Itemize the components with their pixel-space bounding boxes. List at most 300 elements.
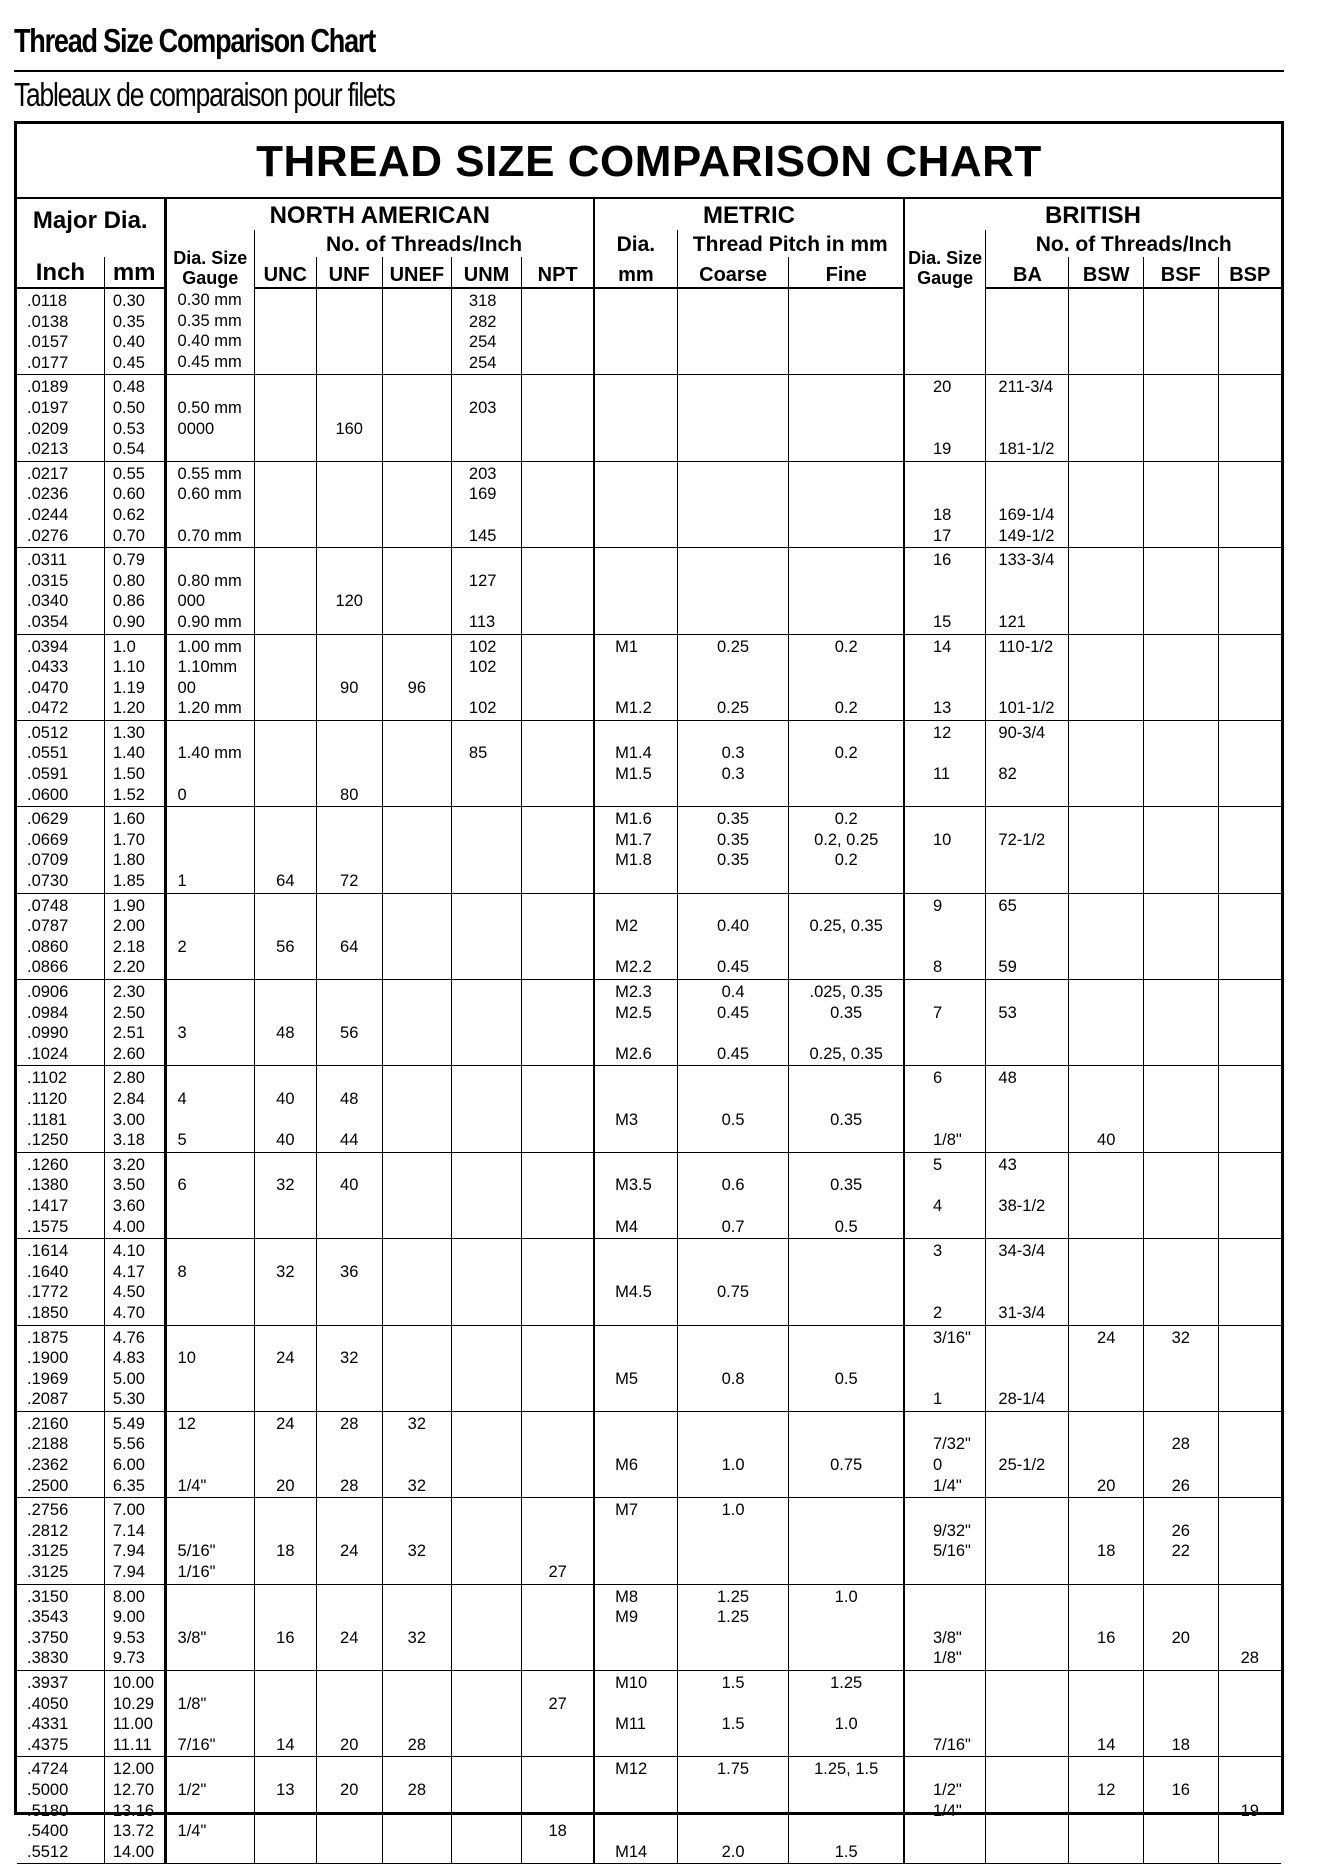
cell-value: [1219, 419, 1281, 440]
cell-value: [678, 896, 789, 917]
cell-value: [255, 484, 316, 505]
cell-value: [255, 1714, 316, 1735]
cell-value: [383, 1434, 451, 1455]
cell-value: 5/16": [932, 1542, 971, 1561]
cell-value: 28: [340, 1476, 359, 1495]
cell-value: M9: [615, 1608, 639, 1627]
cell-value: [998, 1587, 1068, 1608]
cell-value: [383, 571, 451, 592]
cell-bsp: [1218, 1671, 1281, 1757]
cell-value: [615, 377, 677, 398]
cell-value: .2362: [27, 1456, 69, 1475]
cell-value: [383, 1023, 451, 1044]
cell-value: [933, 1821, 985, 1842]
cell-value: [1219, 1303, 1281, 1324]
cell-value: [1144, 1175, 1218, 1196]
cell-value: [469, 1476, 521, 1497]
cell-unm: [451, 1671, 521, 1757]
cell-value: [615, 1476, 677, 1497]
cell-value: [1144, 419, 1218, 440]
cell-fine: [789, 375, 904, 461]
cell-value: 2.80: [112, 1069, 145, 1088]
cell-value: [1144, 1759, 1218, 1780]
cell-value: [178, 1003, 254, 1024]
cell-unef: [382, 1411, 451, 1497]
cell-na-gauge: [165, 720, 254, 806]
cell-value: 6.00: [112, 1456, 145, 1475]
cell-value: 5: [177, 1131, 187, 1150]
cell-value: [1219, 377, 1281, 398]
cell-value: 48: [276, 1024, 295, 1043]
cell-value: [1069, 1842, 1143, 1863]
cell-value: [1069, 398, 1143, 419]
cell-value: [317, 1068, 382, 1089]
cell-value: [317, 377, 382, 398]
cell-value: [178, 1389, 254, 1410]
cell-br-gauge: [904, 461, 986, 547]
cell-value: [522, 1648, 593, 1669]
cell-value: [933, 809, 985, 830]
ba-header: BA: [986, 257, 1069, 288]
cell-value: M1.4: [615, 744, 652, 763]
cell-value: .0217: [27, 464, 69, 483]
cell-value: [1219, 1476, 1281, 1497]
cell-value: [1069, 484, 1143, 505]
cell-value: [469, 419, 521, 440]
cell-coarse: [677, 807, 789, 893]
cell-value: 2.00: [112, 917, 145, 936]
cell-value: [255, 809, 316, 830]
cell-value: [522, 809, 593, 830]
cell-unf: [316, 461, 382, 547]
cell-value: [469, 1562, 521, 1583]
cell-bsf: [1144, 1325, 1219, 1411]
cell-value: [1069, 830, 1143, 851]
cell-value: [255, 1842, 316, 1863]
cell-value: [317, 1607, 382, 1628]
cell-npt: [522, 375, 594, 461]
cell-unf: [316, 1066, 382, 1152]
cell-value: 7/16": [932, 1735, 971, 1754]
cell-value: [998, 1521, 1068, 1542]
cell-value: [1069, 1155, 1143, 1176]
cell-bsf: [1144, 375, 1219, 461]
cell-value: .0340: [27, 592, 69, 611]
cell-value: .0990: [27, 1024, 69, 1043]
cell-value: [678, 785, 789, 806]
cell-npt: [522, 1152, 594, 1238]
cell-ba: [986, 980, 1069, 1066]
cell-value: 14: [1097, 1735, 1116, 1754]
cell-value: [522, 1587, 593, 1608]
cell-value: .0472: [27, 699, 69, 718]
cell-value: .0354: [27, 612, 69, 631]
cell-ba: [986, 893, 1069, 979]
cell-na-gauge: [165, 634, 254, 720]
cell-ba: [986, 288, 1069, 375]
chart-frame: [14, 121, 1284, 1861]
cell-value: [522, 1130, 593, 1151]
cell-value: 1.70: [112, 830, 145, 849]
cell-value: [383, 505, 451, 526]
cell-value: [1144, 591, 1218, 612]
cell-na-gauge: [165, 1498, 254, 1584]
cell-value: [1219, 1434, 1281, 1455]
cell-value: 0.35: [830, 1003, 863, 1022]
cell-unc: [254, 461, 316, 547]
cell-value: .0311: [27, 551, 68, 570]
cell-value: [1069, 764, 1143, 785]
cell-value: [522, 896, 593, 917]
cell-value: [933, 1262, 985, 1283]
cell-value: 2.0: [721, 1842, 745, 1861]
cell-value: [317, 743, 382, 764]
cell-value: [522, 657, 593, 678]
cell-value: [522, 353, 593, 374]
cell-value: 4.10: [112, 1242, 145, 1261]
cell-value: [317, 830, 382, 851]
cell-value: [383, 698, 451, 719]
cell-value: [998, 398, 1068, 419]
cell-unc: [254, 288, 316, 375]
cell-value: [255, 1521, 316, 1542]
title-divider: [14, 70, 1284, 72]
cell-unef: [382, 1239, 451, 1325]
cell-value: [933, 1089, 985, 1110]
cell-value: 149-1/2: [998, 526, 1055, 545]
cell-value: [933, 1500, 985, 1521]
cell-value: [469, 850, 521, 871]
cell-value: [933, 1217, 985, 1238]
cell-value: [998, 1110, 1068, 1131]
cell-value: [522, 1714, 593, 1735]
cell-value: [1219, 637, 1281, 658]
cell-value: [933, 1175, 985, 1196]
cell-mm: [104, 548, 165, 634]
cell-value: [1069, 937, 1143, 958]
cell-value: [317, 1217, 382, 1238]
cell-value: [1219, 1714, 1281, 1735]
cell-value: [615, 332, 677, 353]
cell-m-dia: [594, 1757, 677, 1864]
cell-value: [789, 1068, 903, 1089]
cell-value: [522, 1328, 593, 1349]
cell-mm: [104, 1411, 165, 1497]
cell-value: [615, 1735, 677, 1756]
cell-value: [469, 1628, 521, 1649]
cell-value: [178, 916, 254, 937]
row-group: [17, 548, 1281, 634]
cell-value: [522, 678, 593, 699]
cell-value: 2.18: [112, 937, 145, 956]
cell-value: [255, 1801, 316, 1822]
cell-value: [1219, 785, 1281, 806]
cell-value: [317, 1587, 382, 1608]
cell-npt: [522, 893, 594, 979]
cell-npt: [522, 1757, 594, 1864]
cell-value: .3125: [27, 1542, 69, 1561]
north-american-header: NORTH AMERICAN: [165, 199, 594, 230]
cell-br-gauge: [904, 893, 986, 979]
cell-value: 0.53: [112, 419, 145, 438]
cell-value: [1219, 850, 1281, 871]
cell-value: [615, 723, 677, 744]
cell-value: .0669: [27, 830, 69, 849]
cell-value: [255, 743, 316, 764]
cell-value: 32: [407, 1414, 426, 1433]
cell-value: [678, 332, 789, 353]
cell-value: [469, 982, 521, 1003]
cell-ba: [986, 1584, 1069, 1670]
cell-value: 48: [998, 1069, 1017, 1088]
cell-value: 31-3/4: [998, 1303, 1046, 1322]
cell-value: [933, 352, 985, 373]
cell-unc: [254, 1239, 316, 1325]
cell-value: [678, 678, 789, 699]
cell-value: [1069, 505, 1143, 526]
cell-bsp: [1218, 1239, 1281, 1325]
cell-value: .0860: [27, 937, 69, 956]
cell-coarse: [677, 1152, 789, 1238]
cell-value: [522, 1110, 593, 1131]
cell-value: [1069, 982, 1143, 1003]
cell-coarse: [677, 720, 789, 806]
cell-value: [469, 1780, 521, 1801]
cell-value: [1144, 1455, 1218, 1476]
cell-value: 2.60: [112, 1044, 145, 1063]
cell-bsp: [1218, 720, 1281, 806]
cell-value: [615, 484, 677, 505]
cell-inch: [17, 1671, 104, 1757]
cell-value: [998, 871, 1068, 892]
cell-value: [1219, 957, 1281, 978]
cell-value: 0.35: [716, 810, 750, 829]
cell-value: [933, 1044, 985, 1065]
cell-value: 0.80 mm: [177, 571, 242, 590]
cell-value: 0.45 mm: [177, 352, 242, 371]
cell-value: 5.49: [112, 1414, 145, 1433]
cell-value: [1144, 678, 1218, 699]
cell-value: [933, 1414, 985, 1435]
cell-value: [933, 1607, 985, 1628]
cell-mm: [104, 634, 165, 720]
cell-value: [789, 1607, 903, 1628]
cell-value: [1144, 1562, 1218, 1583]
cell-value: [1219, 1023, 1281, 1044]
cell-value: [1069, 612, 1143, 633]
cell-value: 13.16: [112, 1801, 155, 1820]
cell-value: 1.0: [834, 1715, 858, 1734]
cell-value: [678, 1735, 789, 1756]
cell-value: [1219, 1175, 1281, 1196]
cell-value: [469, 1089, 521, 1110]
cell-value: [255, 332, 316, 353]
cell-bsw: [1069, 1066, 1144, 1152]
cell-unc: [254, 720, 316, 806]
cell-value: [317, 723, 382, 744]
cell-value: 0.79: [112, 551, 145, 570]
cell-value: 1.19: [112, 678, 145, 697]
cell-value: [1219, 1369, 1281, 1390]
cell-value: 0.2: [834, 744, 858, 763]
cell-mm: [104, 980, 165, 1066]
cell-value: [522, 1068, 593, 1089]
cell-value: 1.5: [721, 1715, 745, 1734]
cell-value: [789, 1389, 903, 1410]
cell-value: 27: [548, 1563, 567, 1582]
cell-value: [255, 1607, 316, 1628]
cell-value: [383, 1328, 451, 1349]
cell-bsf: [1144, 548, 1219, 634]
cell-value: [469, 1521, 521, 1542]
cell-npt: [522, 1325, 594, 1411]
cell-value: 110-1/2: [998, 637, 1054, 656]
cell-value: [1144, 637, 1218, 658]
cell-value: 1.25: [716, 1608, 750, 1627]
cell-value: [678, 1821, 789, 1842]
cell-value: 9/32": [932, 1521, 971, 1540]
cell-value: [383, 637, 451, 658]
cell-value: M14: [615, 1842, 648, 1861]
cell-value: 0.6: [721, 1176, 745, 1195]
cell-value: [678, 1780, 789, 1801]
cell-value: [933, 1587, 985, 1608]
cell-value: [1069, 657, 1143, 678]
cell-value: [678, 377, 789, 398]
cell-value: [469, 1110, 521, 1131]
cell-value: [1144, 809, 1218, 830]
cell-br-gauge: [904, 1239, 986, 1325]
cell-value: [1069, 550, 1143, 571]
cell-value: [789, 937, 903, 958]
cell-value: 40: [1097, 1131, 1116, 1150]
cell-value: [678, 1068, 789, 1089]
cell-value: [678, 1562, 789, 1583]
cell-value: [998, 1541, 1068, 1562]
cell-value: [317, 1241, 382, 1262]
cell-value: [789, 1303, 903, 1324]
cell-value: [522, 1389, 593, 1410]
cell-npt: [522, 461, 594, 547]
cell-value: [383, 850, 451, 871]
cell-value: 1.75: [716, 1760, 750, 1779]
cell-value: [255, 957, 316, 978]
cell-value: [1219, 1628, 1281, 1649]
cell-value: [255, 550, 316, 571]
cell-value: 38-1/2: [998, 1196, 1046, 1215]
cell-value: 18: [276, 1542, 295, 1561]
cell-value: 3: [177, 1024, 187, 1043]
cell-value: 26: [1171, 1476, 1190, 1495]
cell-value: 13: [932, 699, 952, 718]
cell-unm: [451, 1239, 521, 1325]
unef-header: UNEF: [382, 257, 451, 288]
cell-inch: [17, 461, 104, 547]
cell-value: 1/4": [932, 1476, 962, 1495]
cell-inch: [17, 980, 104, 1066]
cell-value: [383, 1130, 451, 1151]
cell-m-dia: [594, 1066, 677, 1152]
cell-coarse: [677, 375, 789, 461]
cell-value: [933, 331, 985, 352]
cell-value: [933, 657, 985, 678]
cell-value: [317, 484, 382, 505]
cell-value: [178, 1328, 254, 1349]
cell-value: M3: [615, 1110, 639, 1129]
cell-m-dia: [594, 461, 677, 547]
cell-value: 10.00: [112, 1674, 155, 1692]
cell-value: [383, 526, 451, 547]
cell-bsp: [1218, 1584, 1281, 1670]
cell-value: 27: [548, 1694, 567, 1713]
cell-value: [789, 291, 903, 312]
cell-unm: [451, 1325, 521, 1411]
cell-value: .5000: [27, 1780, 69, 1799]
cell-value: [789, 526, 903, 547]
cell-value: [789, 398, 903, 419]
cell-value: [1144, 850, 1218, 871]
cell-value: 16: [932, 551, 952, 570]
cell-coarse: [677, 548, 789, 634]
chart-banner: THREAD SIZE COMPARISON CHART: [17, 124, 1281, 199]
cell-m-dia: [594, 1152, 677, 1238]
cell-value: 1.0: [834, 1587, 858, 1606]
cell-value: [383, 982, 451, 1003]
cell-value: [789, 1089, 903, 1110]
cell-value: [998, 353, 1068, 374]
cell-value: [1144, 332, 1218, 353]
cell-value: [1219, 982, 1281, 1003]
cell-value: 1: [177, 872, 187, 891]
cell-value: [469, 1196, 521, 1217]
cell-value: .0177: [27, 353, 69, 372]
cell-value: [317, 764, 382, 785]
bsw-header: BSW: [1069, 257, 1144, 288]
cell-value: 59: [998, 958, 1017, 977]
cell-coarse: [677, 893, 789, 979]
cell-value: [1069, 419, 1143, 440]
cell-coarse: [677, 980, 789, 1066]
cell-value: 2.20: [112, 958, 145, 977]
cell-value: .4050: [27, 1694, 69, 1713]
cell-value: [178, 764, 254, 785]
cell-value: [789, 419, 903, 440]
cell-value: [178, 809, 254, 830]
cell-na-gauge: [165, 1411, 254, 1497]
cell-value: [383, 1089, 451, 1110]
cell-value: [678, 612, 789, 633]
cell-value: [933, 571, 985, 592]
cell-value: [469, 896, 521, 917]
cell-value: [1069, 698, 1143, 719]
cell-value: [998, 291, 1068, 312]
cell-value: [789, 896, 903, 917]
cell-value: [615, 612, 677, 633]
cell-value: [1144, 1196, 1218, 1217]
cell-value: [998, 1607, 1068, 1628]
cell-value: [789, 484, 903, 505]
cell-value: [1069, 353, 1143, 374]
cell-value: [178, 439, 254, 460]
cell-value: .0244: [27, 505, 69, 524]
cell-value: [1219, 484, 1281, 505]
cell-value: [998, 937, 1068, 958]
cell-value: 24: [276, 1349, 295, 1368]
cell-value: 4.00: [112, 1217, 145, 1236]
cell-value: [469, 1648, 521, 1669]
row-group: [17, 634, 1281, 720]
cell-value: .3937: [27, 1674, 69, 1692]
